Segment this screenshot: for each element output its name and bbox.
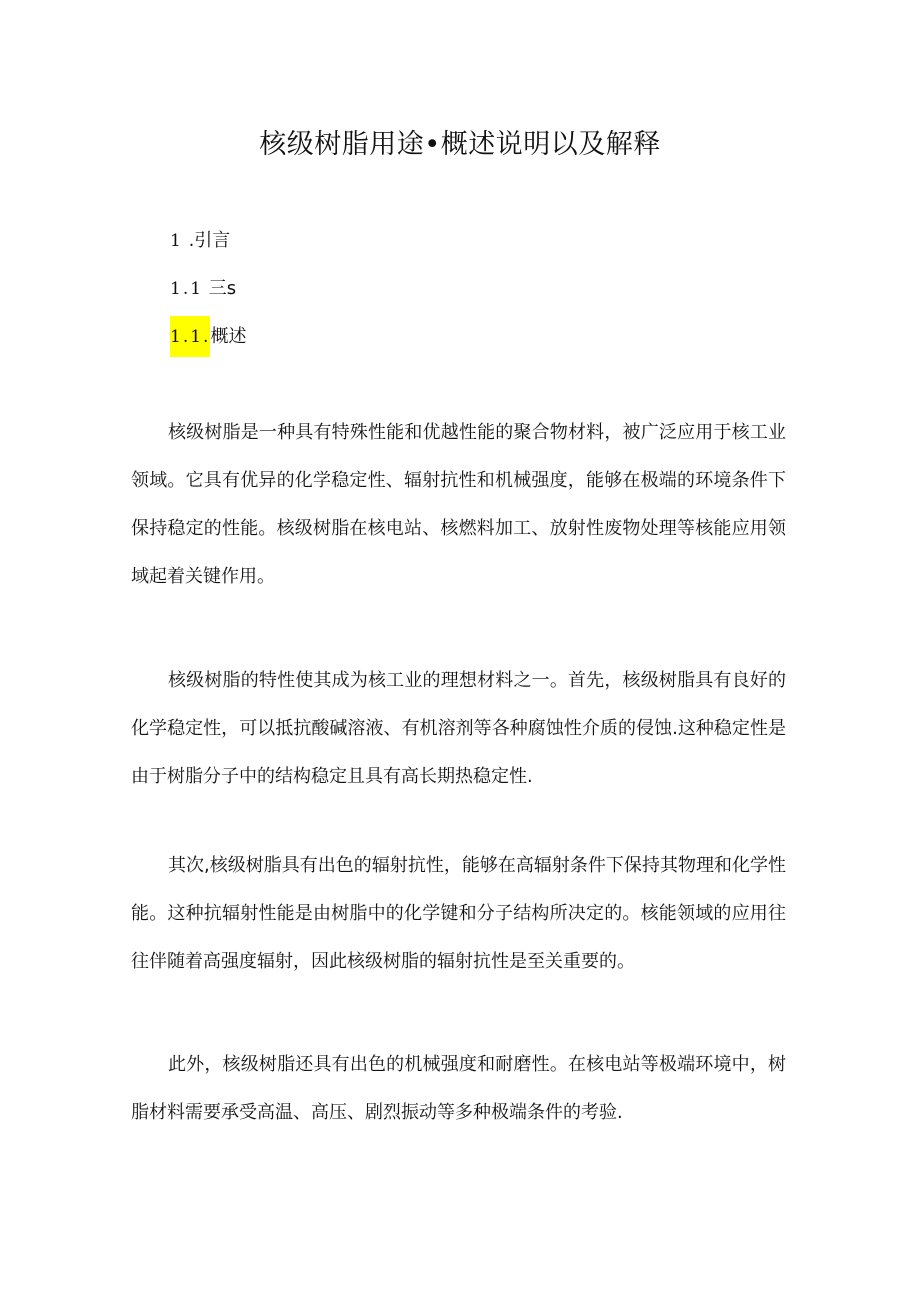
- heading-text: 概述: [210, 326, 247, 347]
- paragraph: 核级树脂的特性使其成为核工业的理想材料之一。首先，核级树脂具有良好的化学稳定性，可以抵抗酸碱溶液、有机溶剂等各种腐蚀性介质的侵蚀.这种稳定性是由于树脂分子中的结构稳定且具有高长期热稳定性.: [131, 670, 786, 787]
- heading-number: 1.1: [170, 279, 204, 299]
- heading-section-1-1: [170, 276, 236, 302]
- document-title: 核级树脂用途•概述说明以及解释: [259, 129, 661, 160]
- heading-text: .引言: [188, 230, 231, 251]
- highlighted-heading-number: 1.1.: [170, 316, 210, 357]
- paragraph: 此外，核级树脂还具有出色的机械强度和耐磨性。在核电站等极端环境中，树脂材料需要承受高温、高压、剧烈振动等多种极端条件的考验.: [131, 1054, 786, 1123]
- paragraph: 核级树脂是一种具有特殊性能和优越性能的聚合物材料，被广泛应用于核工业领域。它具有优异的化学稳定性、辐射抗性和机械强度，能够在极端的环境条件下保持稳定的性能。核级树脂在核电站、核燃料加工、放射性废物处理等核能应用领域起着关键作用。: [131, 422, 786, 587]
- heading-overview: [170, 324, 246, 350]
- heading-text: 三s: [208, 278, 237, 299]
- paragraph: 其次,核级树脂具有出色的辐射抗性，能够在高辐射条件下保持其物理和化学性能。这种抗辐射性能是由树脂中的化学键和分子结构所决定的。核能领域的应用往往伴随着高强度辐射，因此核级树脂的辐射抗性是至关重要的。: [131, 855, 786, 972]
- heading-introduction: [170, 228, 230, 254]
- heading-number: 1: [170, 231, 183, 251]
